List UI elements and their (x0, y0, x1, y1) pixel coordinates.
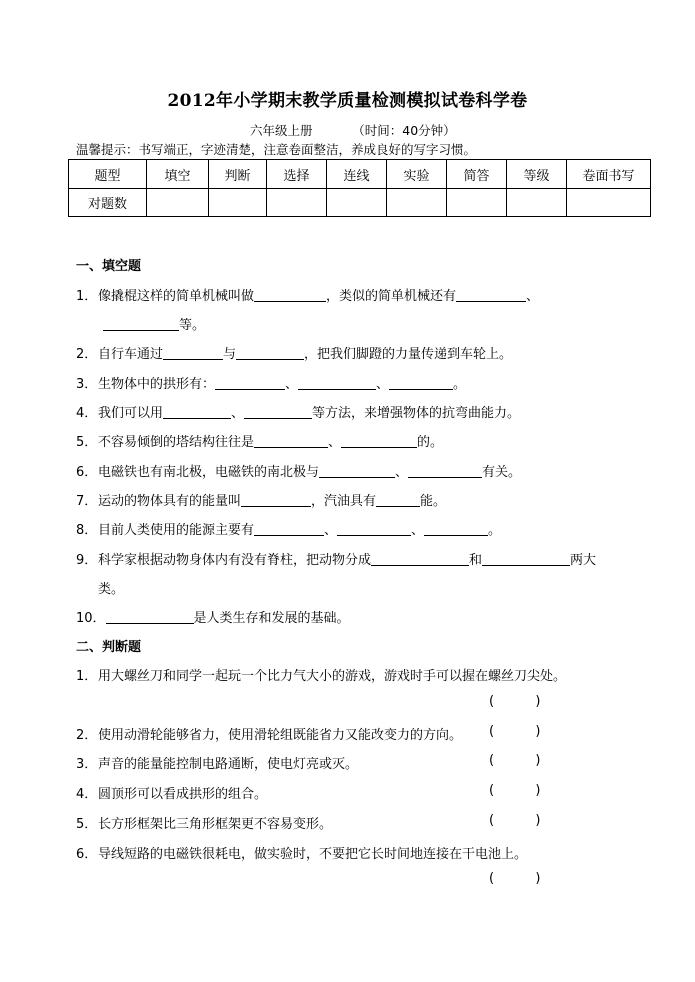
question-number: 7． (76, 494, 98, 509)
score-header-cell: 连线 (327, 160, 387, 189)
question-text: 、 (324, 523, 338, 538)
answer-blank[interactable] (163, 404, 231, 419)
question-text: ，把我们脚蹬的力量传递到车轮上。 (304, 347, 513, 362)
question-8 (76, 519, 501, 538)
question-number: 1． (76, 669, 98, 684)
question-text: 与 (223, 347, 237, 362)
score-header-cell: 题型 (69, 160, 147, 189)
grade-label: 六年级上册 (250, 123, 313, 138)
section-fill-blank-title: 一、填空题 (76, 259, 142, 274)
question-10 (76, 607, 350, 626)
question-text: 、 (376, 377, 390, 392)
score-header-cell: 等级 (507, 160, 567, 189)
question-text: 生物体中的拱形有： (98, 377, 216, 392)
question-text: 和 (469, 553, 483, 568)
exam-subtitle (250, 121, 456, 139)
question-number: 10． (76, 611, 106, 626)
answer-blank[interactable] (163, 345, 223, 360)
answer-parentheses[interactable]: ( ) (489, 783, 541, 798)
question-4 (76, 402, 520, 421)
score-cell[interactable] (447, 189, 507, 217)
score-header-cell: 填空 (147, 160, 209, 189)
answer-blank[interactable] (254, 287, 326, 302)
score-header-cell: 判断 (209, 160, 267, 189)
question-text: 声音的能量能控制电路通断，使电灯亮或灭。 (98, 757, 359, 772)
tf-question-1 (76, 665, 566, 684)
question-text: 等。 (179, 318, 206, 333)
question-1-cont (103, 314, 205, 333)
question-text: 、 (395, 465, 409, 480)
tf-question-6 (76, 843, 527, 862)
question-text: 等方法，来增强物体的抗弯曲能力。 (312, 406, 521, 421)
answer-blank[interactable] (241, 492, 311, 507)
question-text: 不容易倾倒的塔结构往往是 (98, 435, 255, 450)
question-text: 、 (411, 523, 425, 538)
score-cell[interactable] (507, 189, 567, 217)
tf-question-5 (76, 813, 332, 832)
question-6 (76, 461, 521, 480)
question-number: 1． (76, 289, 98, 304)
answer-parentheses[interactable]: ( ) (489, 694, 541, 709)
score-header-cell: 实验 (387, 160, 447, 189)
question-text: 是人类生存和发展的基础。 (193, 611, 350, 626)
answer-blank[interactable] (341, 433, 417, 448)
answer-blank[interactable] (215, 375, 285, 390)
answer-blank[interactable] (456, 287, 526, 302)
time-label: （时间：40分钟） (352, 123, 456, 138)
question-text: 运动的物体具有的能量叫 (98, 494, 242, 509)
exam-title: 2012年小学期末教学质量检测模拟试卷科学卷 (167, 91, 528, 111)
tf-question-4 (76, 783, 267, 802)
answer-blank[interactable] (482, 551, 570, 566)
question-text: 、 (526, 289, 540, 304)
question-text: ，汽油具有 (311, 494, 377, 509)
question-text: 。 (453, 377, 467, 392)
question-text: 导线短路的电磁铁很耗电，做实验时，不要把它长时间地连接在干电池上。 (98, 847, 528, 862)
question-text: 有关。 (482, 465, 522, 480)
question-text: 、 (231, 406, 245, 421)
answer-blank[interactable] (319, 463, 395, 478)
question-9 (76, 549, 596, 568)
score-cell[interactable] (267, 189, 327, 217)
question-text: 长方形框架比三角形框架更不容易变形。 (98, 817, 333, 832)
question-text: 、 (285, 377, 299, 392)
question-number: 3． (76, 757, 98, 772)
answer-blank[interactable] (106, 609, 194, 624)
question-text: 两大 (570, 553, 597, 568)
score-header-cell: 选择 (267, 160, 327, 189)
question-text: 科学家根据动物身体内有没有脊柱，把动物分成 (98, 553, 372, 568)
question-number: 5． (76, 817, 98, 832)
question-1 (76, 285, 539, 304)
question-number: 4． (76, 787, 98, 802)
question-text: 我们可以用 (98, 406, 164, 421)
question-number: 2． (76, 728, 98, 743)
question-number: 6． (76, 847, 98, 862)
score-cell[interactable] (209, 189, 267, 217)
score-cell[interactable] (327, 189, 387, 217)
question-number: 6． (76, 465, 98, 480)
answer-parentheses[interactable]: ( ) (489, 753, 541, 768)
question-text: 。 (488, 523, 502, 538)
score-header-cell: 卷面书写 (567, 160, 651, 189)
question-text: 圆顶形可以看成拱形的组合。 (98, 787, 268, 802)
score-cell[interactable] (387, 189, 447, 217)
question-7 (76, 490, 446, 509)
section-true-false-title: 二、判断题 (76, 640, 142, 655)
answer-blank[interactable] (244, 404, 312, 419)
question-5 (76, 431, 443, 450)
question-2 (76, 343, 512, 362)
question-text: 能。 (420, 494, 447, 509)
answer-blank[interactable] (371, 551, 469, 566)
tf-question-3 (76, 753, 358, 772)
answer-blank[interactable] (254, 521, 324, 536)
question-text: 自行车通过 (98, 347, 164, 362)
tf-question-2 (76, 724, 462, 743)
answer-blank[interactable] (376, 492, 420, 507)
question-number: 2． (76, 347, 98, 362)
question-number: 8． (76, 523, 98, 538)
question-text: 电磁铁也有南北极，电磁铁的南北极与 (98, 465, 320, 480)
answer-blank[interactable] (298, 375, 376, 390)
score-header-cell: 简答 (447, 160, 507, 189)
exam-tip: 温馨提示：书写端正，字迹清楚，注意卷面整洁，养成良好的写字习惯。 (76, 142, 477, 157)
question-text: ，类似的简单机械还有 (326, 289, 457, 304)
question-text: 用大螺丝刀和同学一起玩一个比力气大小的游戏，游戏时手可以握在螺丝刀尖处。 (98, 669, 567, 684)
question-number: 4． (76, 406, 98, 421)
question-3 (76, 373, 466, 392)
question-text: 的。 (417, 435, 444, 450)
answer-blank[interactable] (389, 375, 453, 390)
score-cell[interactable] (147, 189, 209, 217)
score-cell[interactable] (567, 189, 651, 217)
score-row-label: 对题数 (69, 189, 147, 217)
answer-parentheses[interactable]: ( ) (489, 813, 541, 828)
score-table (68, 159, 651, 217)
score-table-header-row (69, 160, 651, 189)
answer-blank[interactable] (337, 521, 411, 536)
answer-parentheses[interactable]: ( ) (489, 871, 541, 886)
answer-blank[interactable] (424, 521, 488, 536)
question-text: 、 (328, 435, 342, 450)
question-9-cont: 类。 (98, 582, 125, 597)
question-number: 9． (76, 553, 98, 568)
question-number: 3． (76, 377, 98, 392)
answer-blank[interactable] (236, 345, 304, 360)
answer-blank[interactable] (254, 433, 328, 448)
answer-blank[interactable] (103, 316, 179, 331)
question-text: 目前人类使用的能源主要有 (98, 523, 255, 538)
score-table-row (69, 189, 651, 217)
answer-blank[interactable] (408, 463, 482, 478)
question-number: 5． (76, 435, 98, 450)
question-text: 像撬棍这样的简单机械叫做 (98, 289, 255, 304)
answer-parentheses[interactable]: ( ) (489, 724, 541, 739)
question-text: 使用动滑轮能够省力，使用滑轮组既能省力又能改变力的方向。 (98, 728, 463, 743)
